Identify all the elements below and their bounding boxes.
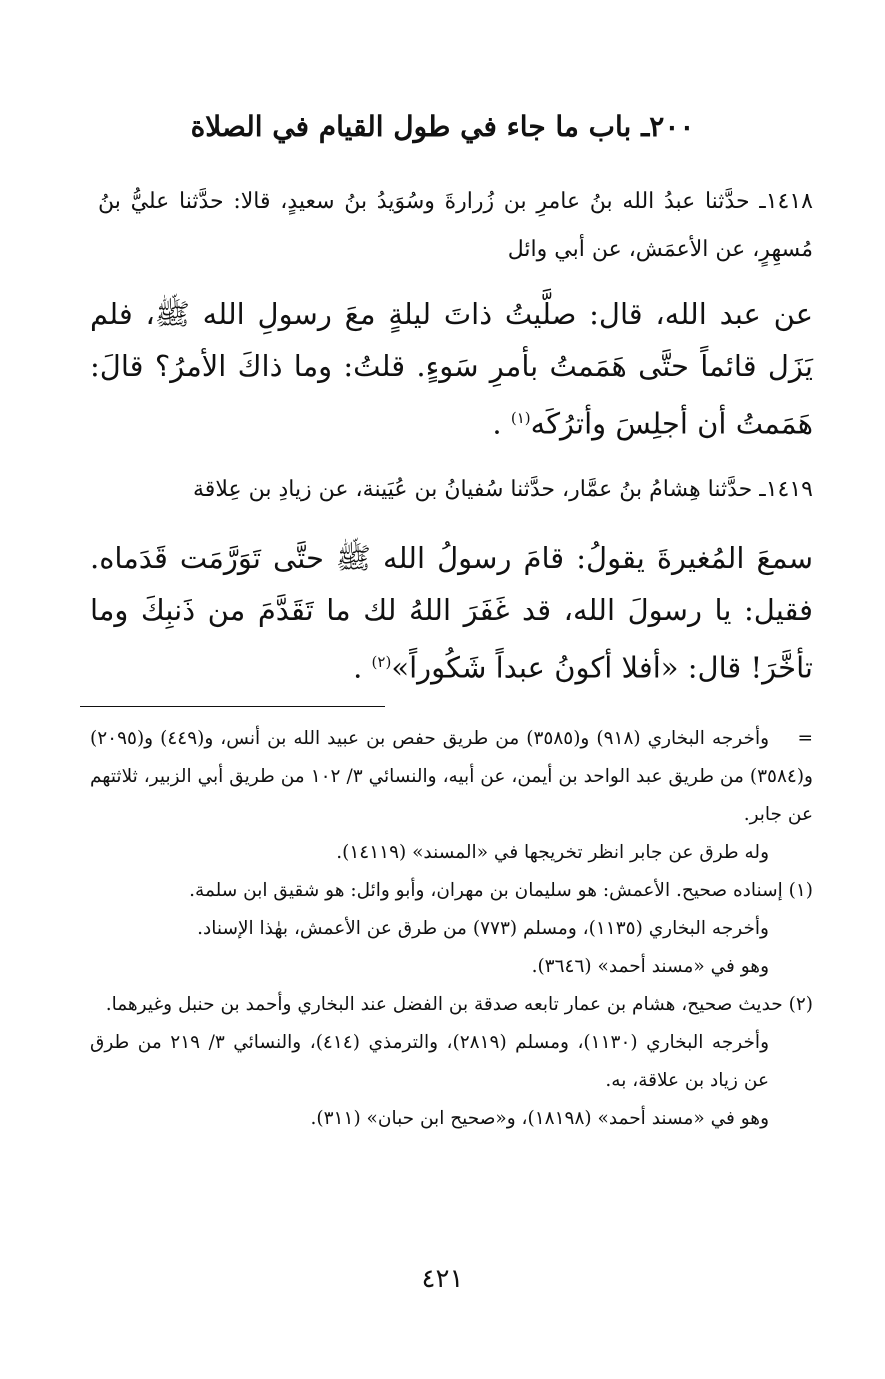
footnote-ref: (٢) <box>371 653 392 671</box>
chapter-title: ٢٠٠ـ باب ما جاء في طول القيام في الصلاة <box>190 110 695 143</box>
hadith-1418-text <box>90 288 813 450</box>
chain-text: ١٤١٨ـ حدَّثنا عبدُ الله بنُ عامرِ بن زُرارةَ وسُوَيدُ بنُ سعيدٍ، قالا: حدَّثنا عليُّ بنُ مُسهِرٍ، عن الأعمَش، عن أبي وائل <box>98 189 813 262</box>
footnotes <box>90 720 813 1138</box>
footnote-ref: (١) <box>510 409 531 427</box>
end-mark: . <box>353 650 363 685</box>
footnote-separator <box>80 706 385 707</box>
footnote-text: وأخرجه البخاري (٩١٨) و(٣٥٨٥) من طريق حفص بن عبيد الله بن أنس، و(٤٤٩) و(٢٠٩٥) و(٣٥٨٤) من طريق عبد الواحد بن أيمن، عن أبيه، والنسائي ٣/ ١٠٢ من طريق أبي الزبير، ثلاثتهم عن جابر. <box>90 728 813 825</box>
hadith-text <box>90 532 813 694</box>
hadith-1418-chain <box>98 178 813 274</box>
footnote-line: وأخرجه البخاري (١١٣٠)، ومسلم (٢٨١٩)، والترمذي (٤١٤)، والنسائي ٣/ ٢١٩ من طرق عن زياد بن علاقة، به. <box>90 1032 770 1091</box>
hadith-body: سمعَ المُغيرةَ يقولُ: قامَ رسولُ الله ﷺ حتَّى تَوَرَّمَت قَدَماه. فقيل: يا رسولَ الله، قد غَفَرَ اللهُ لك ما تَقَدَّمَ من ذَنبِكَ وما تأخَّرَ! قال: «أفلا أكونُ عبداً شَكُوراً» <box>90 541 813 685</box>
page-number: ٤٢١ <box>421 1264 464 1294</box>
hadith-1419-text <box>90 532 813 694</box>
continuation-mark: = <box>797 728 814 749</box>
footnote-line: وله طرق عن جابر انظر تخريجها في «المسند» (١٤١١٩). <box>336 842 769 863</box>
hadith-text <box>90 288 813 450</box>
hadith-1419-chain <box>98 466 813 514</box>
footnote-line: وهو في «مسند أحمد» (١٨١٩٨)، و«صحيح ابن حبان» (٣١١). <box>310 1108 769 1129</box>
footnote-2: (٢) حديث صحيح، هشام بن عمار تابعه صدقة بن الفضل عند البخاري وأحمد بن حنبل وغيرهما. <box>105 994 813 1015</box>
footnote-continuation <box>90 720 813 834</box>
hadith-body: عن عبد الله، قال: صلَّيتُ ذاتَ ليلةٍ معَ رسولِ الله ﷺ، فلم يَزَل قائماً حتَّى هَمَمتُ بأمرِ سَوءٍ. قلتُ: وما ذاكَ الأمرُ؟ قالَ: هَمَمتُ أن أجلِسَ وأترُكَه <box>90 297 813 441</box>
footnote-line: وهو في «مسند أحمد» (٣٦٤٦). <box>531 956 769 977</box>
chain-text: ١٤١٩ـ حدَّثنا هِشامُ بنُ عمَّار، حدَّثنا سُفيانُ بن عُيَينة، عن زيادِ بن عِلاقة <box>193 477 813 502</box>
footnote-line: وأخرجه البخاري (١١٣٥)، ومسلم (٧٧٣) من طرق عن الأعمش، بهٰذا الإسناد. <box>197 918 769 939</box>
end-mark: . <box>492 406 502 441</box>
footnote-1: (١) إسناده صحيح. الأعمش: هو سليمان بن مهران، وأبو وائل: هو شقيق ابن سلمة. <box>189 880 813 901</box>
